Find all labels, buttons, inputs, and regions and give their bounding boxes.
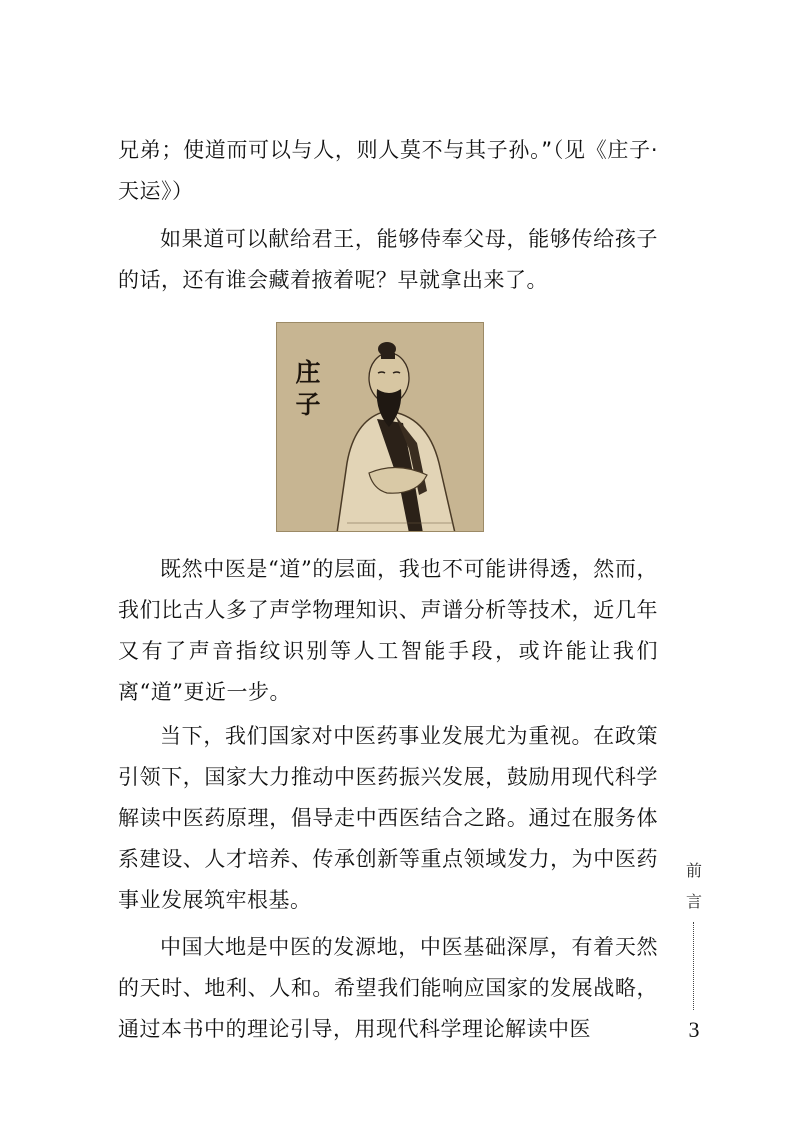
figure-label-char: 庄 xyxy=(295,358,321,387)
section-title-char: 言 xyxy=(685,892,702,911)
section-side-tab xyxy=(680,858,708,1018)
paragraph-dao-offering: 如果道可以献给君王，能够侍奉父母，能够传给孩子的话，还有谁会藏着掖着呢？早就拿出来了。 xyxy=(118,227,658,292)
paragraph-national-policy: 当下，我们国家对中医药事业发展尤为重视。在政策引领下，国家大力推动中医药振兴发展，鼓励用现代科学解读中医药原理，倡导走中西医结合之路。通过在服务体系建设、人才培养、传承创新等重点领域发力，为中医药事业发展筑牢根基。 xyxy=(118,724,658,912)
zhuangzi-portrait xyxy=(276,322,484,532)
figure-label-char: 子 xyxy=(295,390,321,419)
paragraph-quote-ending: 兄弟；使道而可以与人，则人莫不与其子孙。”（见《庄子·天运》） xyxy=(118,138,658,203)
section-title-char: 前 xyxy=(685,861,702,880)
page-number: 3 xyxy=(688,1017,700,1042)
dotted-divider xyxy=(693,922,694,1010)
paragraph-modern-technology: 既然中医是“道”的层面，我也不可能讲得透，然而，我们比古人多了声学物理知识、声谱分析等技术，近几年又有了声音指纹识别等人工智能手段，或许能让我们离“道”更近一步。 xyxy=(118,557,658,704)
paragraph-china-origin: 中国大地是中医的发源地，中医基础深厚，有着天然的天时、地利、人和。希望我们能响应国家的发展战略，通过本书中的理论引导，用现代科学理论解读中医 xyxy=(118,935,658,1041)
